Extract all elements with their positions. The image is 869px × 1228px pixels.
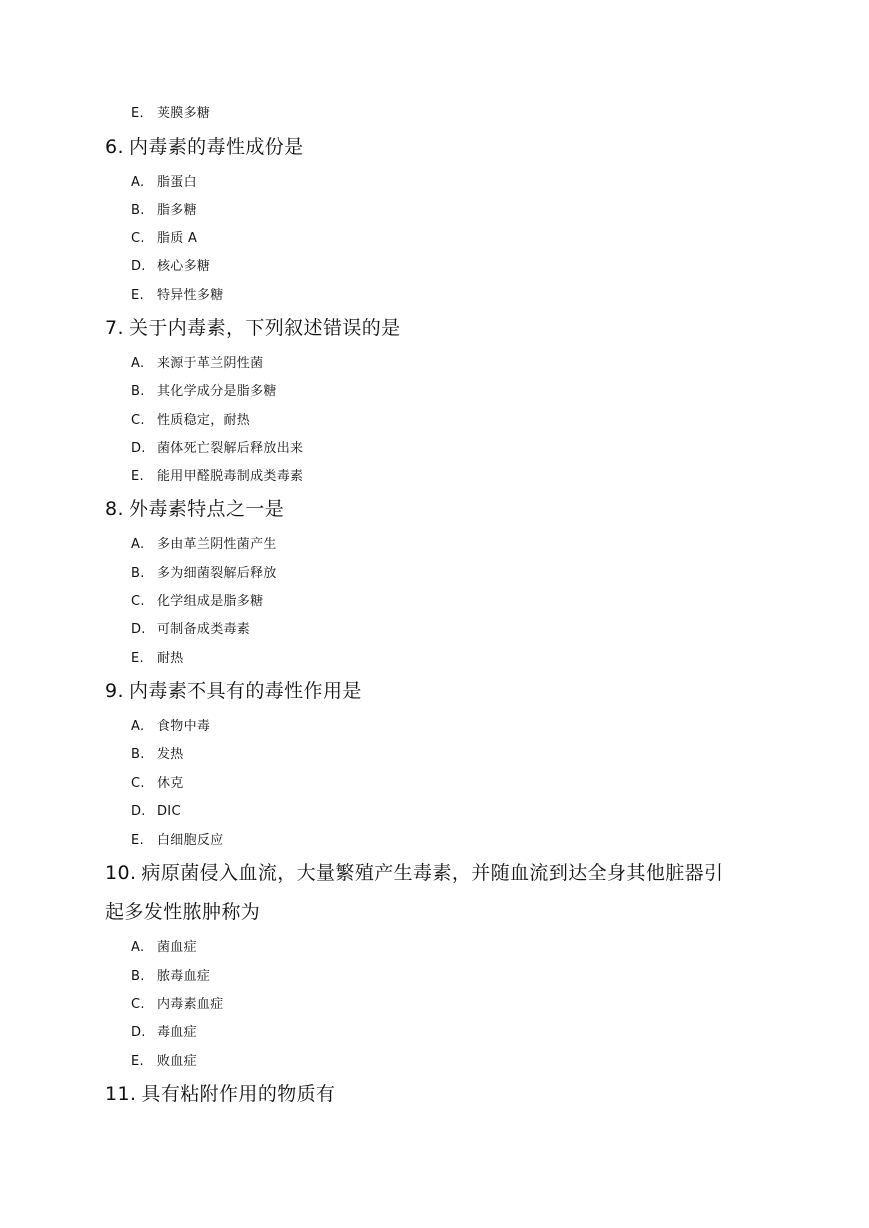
q10-option-d: [131, 1025, 197, 1041]
option-text: 菌体死亡裂解后释放出来: [157, 441, 304, 456]
q8-option-c: [131, 594, 263, 610]
option-text: 可制备成类毒素: [157, 622, 251, 637]
question-number: 8.: [105, 498, 124, 520]
question-number: 9.: [105, 680, 124, 702]
option-text: 休克: [157, 776, 184, 791]
option-text: 特异性多糖: [157, 288, 224, 303]
option-letter: A.: [131, 175, 145, 190]
q10-option-b: [131, 969, 210, 985]
option-letter: A.: [131, 719, 145, 734]
question-text: 病原菌侵入血流，大量繁殖产生毒素，并随血流到达全身其他脏器引: [141, 862, 724, 884]
option-text: 多为细菌裂解后释放: [157, 566, 277, 581]
option-text: 菌血症: [157, 940, 197, 955]
q9-option-e: [131, 833, 224, 849]
option-letter: D.: [131, 622, 146, 637]
option-text: 脓毒血症: [157, 969, 211, 984]
q7-option-d: [131, 441, 303, 457]
option-letter: D.: [131, 1025, 146, 1040]
option-text: 脂多糖: [157, 203, 197, 218]
option-text: DIC: [157, 804, 181, 819]
option-text: 能用甲醛脱毒制成类毒素: [157, 469, 304, 484]
q9-option-a: [131, 719, 210, 735]
option-letter: E.: [131, 1054, 144, 1069]
option-text: 内毒素血症: [157, 997, 224, 1012]
option-letter: B.: [131, 747, 145, 762]
option-letter: E.: [131, 833, 144, 848]
option-text: 多由革兰阴性菌产生: [157, 537, 277, 552]
q6-option-e: [131, 288, 224, 304]
option-letter: D.: [131, 259, 146, 274]
question-11-stem: [105, 1082, 335, 1106]
q6-option-d: [131, 259, 210, 275]
question-8-stem: [105, 497, 284, 521]
option-text: 耐热: [157, 651, 184, 666]
q7-option-a: [131, 356, 263, 372]
option-text: 败血症: [157, 1054, 197, 1069]
option-text: 化学组成是脂多糖: [157, 594, 264, 609]
option-letter: B.: [131, 203, 145, 218]
q7-option-b: [131, 384, 277, 400]
option-text: 毒血症: [157, 1025, 197, 1040]
option-letter: C.: [131, 997, 145, 1012]
question-text: 关于内毒素，下列叙述错误的是: [128, 317, 401, 339]
option-letter: A.: [131, 356, 145, 371]
option-letter: E.: [131, 651, 144, 666]
q7-option-c: [131, 413, 250, 429]
question-9-stem: [105, 679, 362, 703]
question-text: 具有粘附作用的物质有: [141, 1083, 336, 1105]
option-text: 其化学成分是脂多糖: [157, 384, 277, 399]
q10-option-a: [131, 940, 197, 956]
question-text: 内毒素不具有的毒性作用是: [128, 680, 362, 702]
q8-option-d: [131, 622, 250, 638]
option-letter: E.: [131, 106, 144, 121]
option-letter: D.: [131, 441, 146, 456]
q8-option-a: [131, 537, 277, 553]
q9-option-b: [131, 747, 184, 763]
option-letter: C.: [131, 776, 145, 791]
q9-option-c: [131, 776, 184, 792]
question-number: 11.: [105, 1083, 137, 1105]
q6-option-a: [131, 175, 197, 191]
q9-option-d: [131, 804, 181, 820]
option-letter: E.: [131, 469, 144, 484]
option-text: 发热: [157, 747, 184, 762]
option-text: 来源于革兰阴性菌: [157, 356, 264, 371]
option-letter: C.: [131, 413, 145, 428]
option-letter: B.: [131, 969, 145, 984]
option-letter: A.: [131, 537, 145, 552]
question-10-stem-line1: [105, 861, 723, 885]
question-text: 内毒素的毒性成份是: [128, 136, 304, 158]
option-letter: B.: [131, 384, 145, 399]
q6-option-b: [131, 203, 197, 219]
option-text: 食物中毒: [157, 719, 211, 734]
question-10-stem-line2: [105, 900, 260, 924]
option-letter: B.: [131, 566, 145, 581]
option-e: [131, 106, 210, 122]
q7-option-e: [131, 469, 303, 485]
option-letter: C.: [131, 231, 145, 246]
option-text: 白细胞反应: [157, 833, 224, 848]
option-text: 脂蛋白: [157, 175, 197, 190]
q8-option-b: [131, 566, 277, 582]
q6-option-c: [131, 231, 197, 247]
question-6-stem: [105, 135, 304, 159]
q10-option-e: [131, 1054, 197, 1070]
option-text: 性质稳定，耐热: [157, 413, 251, 428]
question-number: 7.: [105, 317, 124, 339]
question-number: 6.: [105, 136, 124, 158]
option-text: 核心多糖: [157, 259, 211, 274]
option-text: 荚膜多糖: [157, 106, 211, 121]
option-letter: D.: [131, 804, 146, 819]
option-text: 脂质 A: [157, 231, 198, 246]
q10-option-c: [131, 997, 224, 1013]
question-number: 10.: [105, 862, 137, 884]
question-text: 外毒素特点之一是: [128, 498, 285, 520]
question-text: 起多发性脓肿称为: [105, 901, 261, 923]
question-7-stem: [105, 316, 401, 340]
option-letter: E.: [131, 288, 144, 303]
option-letter: A.: [131, 940, 145, 955]
q8-option-e: [131, 651, 184, 667]
option-letter: C.: [131, 594, 145, 609]
